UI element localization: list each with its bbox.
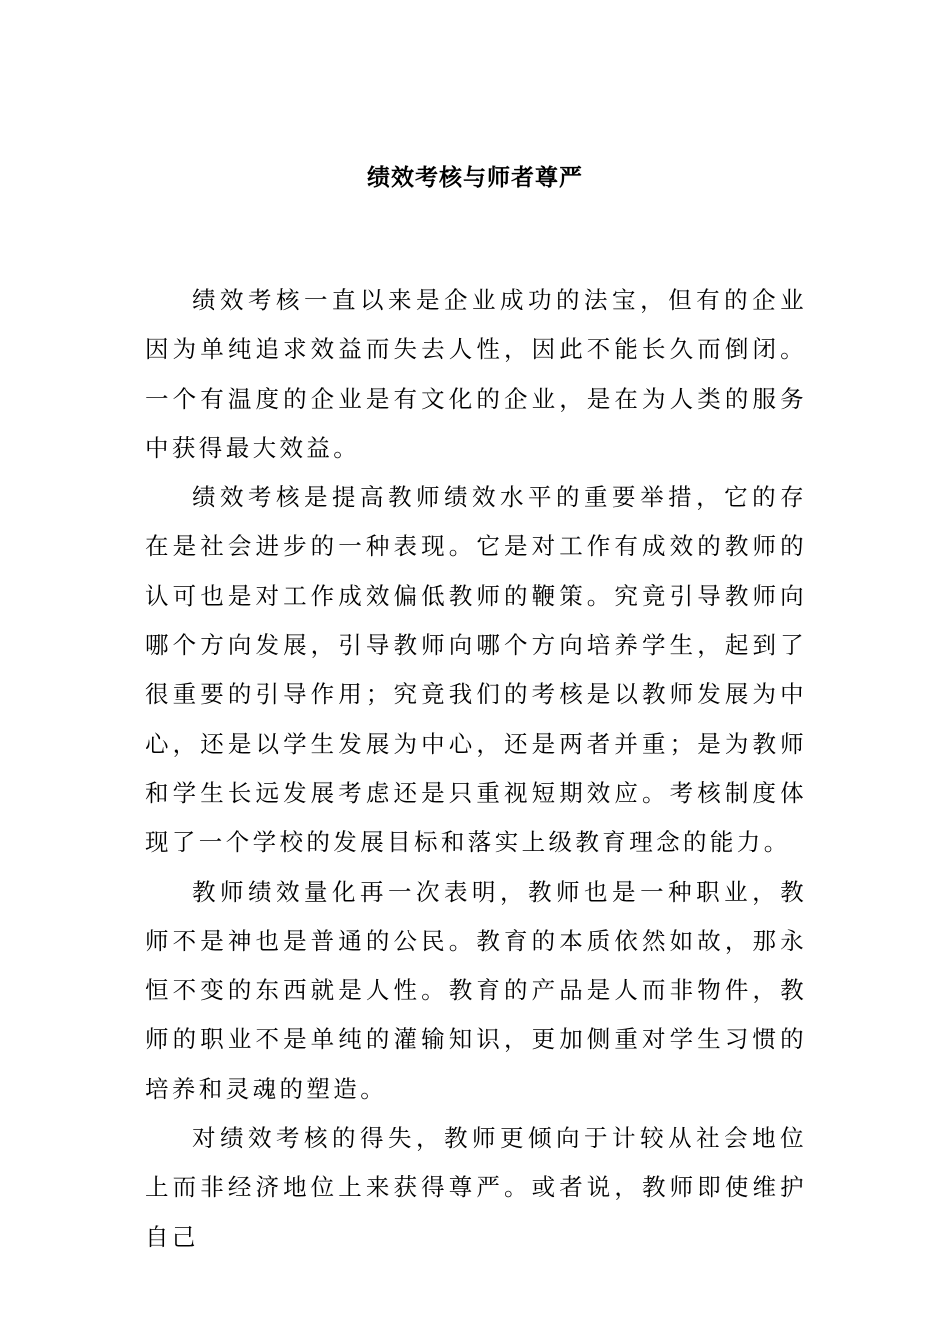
paragraph: 绩效考核是提高教师绩效水平的重要举措，它的存在是社会进步的一种表现。它是对工作有成效的教师的认可也是对工作成效偏低教师的鞭策。究竟引导教师向哪个方向发展，引导教师向哪个方向培养学生，起到了很重要的引导作用；究竟我们的考核是以教师发展为中心，还是以学生发展为中心，还是两者并重；是为教师和学生长远发展考虑还是只重视短期效应。考核制度体现了一个学校的发展目标和落实上级教育理念的能力。	[145, 483, 807, 857]
document-body	[145, 276, 807, 1262]
document-title: 绩效考核与师者尊严	[367, 164, 583, 191]
paragraph: 绩效考核一直以来是企业成功的法宝，但有的企业因为单纯追求效益而失去人性，因此不能长久而倒闭。一个有温度的企业是有文化的企业，是在为人类的服务中获得最大效益。	[145, 286, 807, 462]
paragraph: 对绩效考核的得失，教师更倾向于计较从社会地位上而非经济地位上来获得尊严。或者说，教师即使维护自己	[145, 1124, 807, 1251]
paragraph: 教师绩效量化再一次表明，教师也是一种职业，教师不是神也是普通的公民。教育的本质依然如故，那永恒不变的东西就是人性。教育的产品是人而非物件，教师的职业不是单纯的灌输知识，更加侧重对学生习惯的培养和灵魂的塑造。	[145, 877, 807, 1103]
